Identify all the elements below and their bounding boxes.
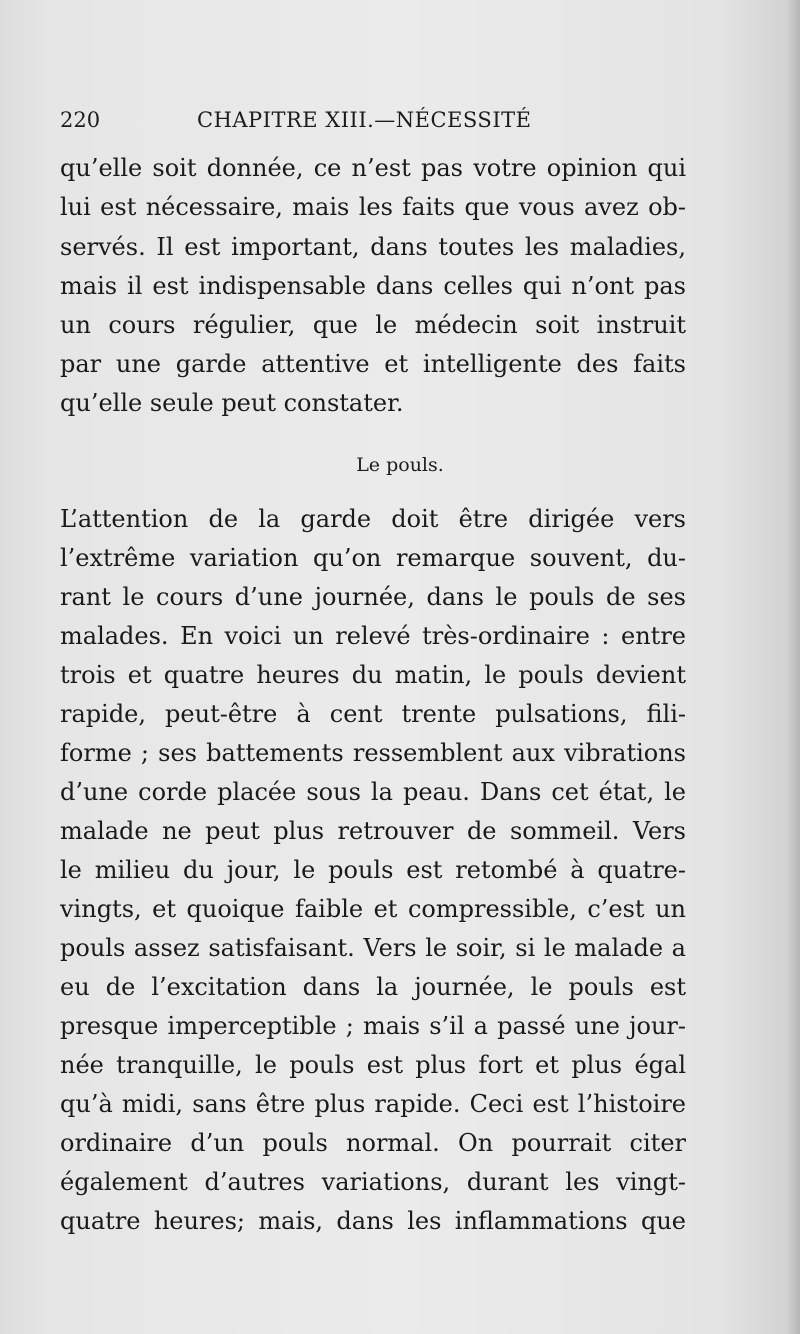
text-line: ordinaire d’un pouls normal. On pourrait citer <box>60 1129 686 1157</box>
page-header <box>60 108 686 142</box>
text-line: vingts, et quoique faible et compressible, c’est un <box>60 895 686 923</box>
text-line: l’extrême variation qu’on remarque souvent, du- <box>60 544 686 572</box>
text-line: née tranquille, le pouls est plus fort et plus égal <box>60 1051 686 1079</box>
text-line: forme ; ses battements ressemblent aux vibrations <box>60 739 686 767</box>
text-line: qu’elle seule peut constater. <box>60 389 404 417</box>
text-line: lui est nécessaire, mais les faits que vous avez ob- <box>60 193 686 221</box>
text-line: servés. Il est important, dans toutes les maladies, <box>60 233 686 261</box>
text-line: le milieu du jour, le pouls est retombé à quatre- <box>60 856 686 884</box>
text-line: quatre heures; mais, dans les inflammations que <box>60 1207 686 1235</box>
text-line: également d’autres variations, durant les vingt- <box>60 1168 686 1196</box>
text-line: trois et quatre heures du matin, le pouls devient <box>60 661 686 689</box>
section-title: Le pouls. <box>356 454 444 476</box>
page-number: 220 <box>60 108 101 132</box>
text-line: eu de l’excitation dans la journée, le pouls est <box>60 973 686 1001</box>
text-line: malade ne peut plus retrouver de sommeil. Vers <box>60 817 686 845</box>
text-line: malades. En voici un relevé très-ordinaire : entre <box>60 622 686 650</box>
text-line: d’une corde placée sous la peau. Dans cet état, le <box>60 778 686 806</box>
text-line: pouls assez satisfaisant. Vers le soir, si le malade a <box>60 934 686 962</box>
text-line: mais il est indispensable dans celles qui n’ont pas <box>60 272 686 300</box>
text-line: rapide, peut-être à cent trente pulsations, fili- <box>60 700 686 728</box>
text-line: rant le cours d’une journée, dans le pouls de ses <box>60 583 686 611</box>
text-line: presque imperceptible ; mais s’il a passé une jour- <box>60 1012 686 1040</box>
text-line: un cours régulier, que le médecin soit instruit <box>60 311 686 339</box>
text-line: qu’à midi, sans être plus rapide. Ceci est l’histoire <box>60 1090 686 1118</box>
text-line: L’attention de la garde doit être dirigée vers <box>60 505 686 533</box>
running-head: CHAPITRE XIII.—NÉCESSITÉ <box>197 108 532 132</box>
text-line: qu’elle soit donnée, ce n’est pas votre opinion qui <box>60 154 686 182</box>
text-line: par une garde attentive et intelligente des faits <box>60 350 686 378</box>
